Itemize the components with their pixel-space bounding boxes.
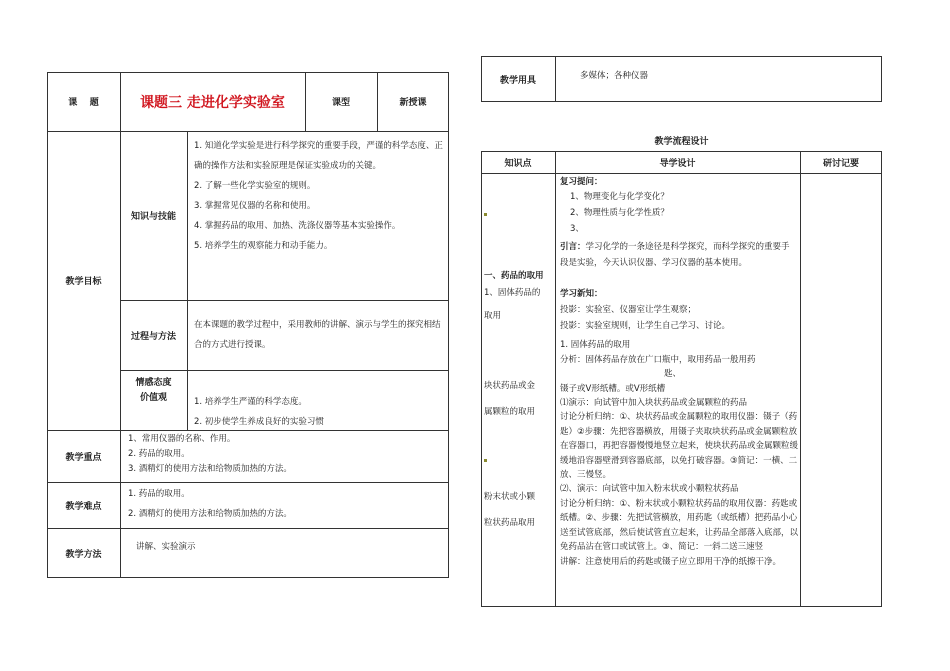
knowledge-item: 3. 掌握常见仪器的名称和使用。 [194, 201, 316, 211]
difficulty-item: 1. 药品的取用。 [128, 489, 190, 499]
marker-dot [484, 213, 487, 216]
review-item: 1、物理变化与化学变化？ [570, 192, 669, 203]
difficulty-item: 2. 酒精灯的使用方法和给物质加热的方法。 [128, 509, 292, 519]
emotion-item: 1. 培养学生严谨的科学态度。 [194, 397, 307, 407]
kp-line: 取用 [484, 311, 502, 321]
knowledge-points-2 [484, 373, 554, 425]
col-knowledge: 知识点 [504, 158, 532, 169]
review-item: 2、物理性质与化学性质？ [570, 208, 669, 219]
review-title: 复习提问： [560, 177, 603, 187]
tools-label: 教学用具 [499, 75, 536, 86]
demo2-text: 讨论分析归纳：①、粉末状或小颗粒状药品的取用仪器：药匙或纸槽。②、步骤：先把试管横放，用药匙（或纸槽）把药品小心送至试管底部，然后使试管直立起来，让药品全部落入底部，以免药品沾在管口或试管上。③、简记：一斜二送三速竖 [560, 498, 799, 553]
knowledge-list [194, 136, 444, 256]
knowledge-points-3 [484, 484, 554, 536]
emotion-list [194, 392, 444, 432]
review-item: 3、 [570, 224, 584, 235]
type-label: 课型 [331, 98, 350, 108]
intro-label: 引言： [560, 242, 586, 253]
new-line: 投影：实验室、仪器室让学生观察； [560, 304, 697, 315]
emotion-label [120, 376, 187, 406]
knowledge-item: 4. 掌握药品的取用、加热、洗涤仪器等基本实验操作。 [194, 221, 401, 231]
kp-line: 1、固体药品的 [484, 288, 541, 298]
col-guide: 导学设计 [659, 158, 696, 169]
key-points-label: 教学重点 [65, 452, 102, 463]
kp-line: 属颗粒的取用 [484, 407, 536, 417]
demo2-title: ⑵、演示：向试管中加入粉末状或小颗粒状药品 [560, 484, 739, 495]
flow-title: 教学流程设计 [654, 137, 709, 147]
type-value: 新授课 [399, 98, 427, 108]
kp-line: 粒状药品取用 [484, 518, 536, 528]
knowledge-item: 2. 了解一些化学实验室的规则。 [194, 181, 316, 191]
col-notes: 研讨记要 [822, 158, 859, 169]
kp-line: 块状药品或金 [484, 381, 536, 391]
key-points-list [128, 432, 446, 477]
difficulties-list [128, 484, 446, 524]
section-title: 一、药品的取用 [484, 271, 544, 281]
difficulties-label: 教学难点 [65, 501, 102, 512]
tools-value: 多媒体；各种仪器 [580, 71, 649, 81]
guide-content [560, 175, 798, 569]
methods-text: 讲解、实验演示 [136, 542, 196, 552]
new-title: 学习新知： [560, 289, 603, 300]
kp-line: 粉末状或小颗 [484, 492, 536, 502]
emotion-item: 2. 初步使学生养成良好的实验习惯 [194, 417, 324, 427]
methods-label: 教学方法 [65, 549, 102, 560]
knowledge-label: 知识与技能 [130, 212, 176, 222]
intro-text: 学习化学的一条途径是科学探究，而科学探究的重要手段是实验，今天认识仪器、学习仪器的基本使用。 [560, 242, 790, 269]
note-text: 讲解：注意使用后的药匙或镊子应立即用干净的纸擦干净。 [560, 556, 782, 567]
key-point-item: 2. 药品的取用。 [128, 449, 190, 459]
goals-label: 教学目标 [65, 277, 102, 287]
key-point-item: 1、常用仪器的名称、作用。 [128, 434, 236, 444]
key-point-item: 3. 酒精灯的使用方法和给物质加热的方法。 [128, 464, 292, 474]
demo1-text: 讨论分析归纳：①、块状药品或金属颗粒的取用仪器：镊子（药匙）②步骤：先把容器横放，用镊子夹取块状药品或金属颗粒放在容器口，再把容器慢慢地竖立起来，使块状药品或金属颗粒缓缓地沿容器壁滑到容器底部，以免打破容器。③简记：一横、二放、三慢竖。 [560, 412, 799, 481]
lesson-title: 课题三 走进化学实验室 [140, 94, 285, 111]
demo1-title: ⑴演示：向试管中加入块状药品或金属颗粒的药品 [560, 398, 748, 409]
knowledge-points [484, 268, 554, 325]
analysis-line: 分析：固体药品存放在广口瓶中，取用药品一般用药 [560, 354, 756, 365]
analysis-line: 镊子或V形纸槽。或V形纸槽 [560, 383, 666, 394]
topic-label: 课 题 [68, 98, 99, 108]
emotion-label-line: 价值观 [139, 393, 167, 403]
process-text: 在本课题的教学过程中，采用教师的讲解、演示与学生的探究相结合的方式进行授课。 [194, 320, 441, 350]
marker-dot [484, 459, 487, 462]
solid-title: 1. 固体药品的取用 [560, 339, 631, 350]
process-label: 过程与方法 [130, 331, 176, 342]
analysis-line: 匙、 [664, 369, 682, 380]
new-line: 投影：实验室规则，让学生自己学习、讨论。 [560, 320, 731, 331]
knowledge-item: 5. 培养学生的观察能力和动手能力。 [194, 241, 333, 251]
emotion-label-line: 情感态度 [135, 378, 172, 388]
knowledge-item: 1. 知道化学实验是进行科学探究的重要手段，严谨的科学态度、正确的操作方法和实验原理是保证实验成功的关键。 [194, 141, 443, 171]
intro-paragraph [560, 239, 798, 271]
